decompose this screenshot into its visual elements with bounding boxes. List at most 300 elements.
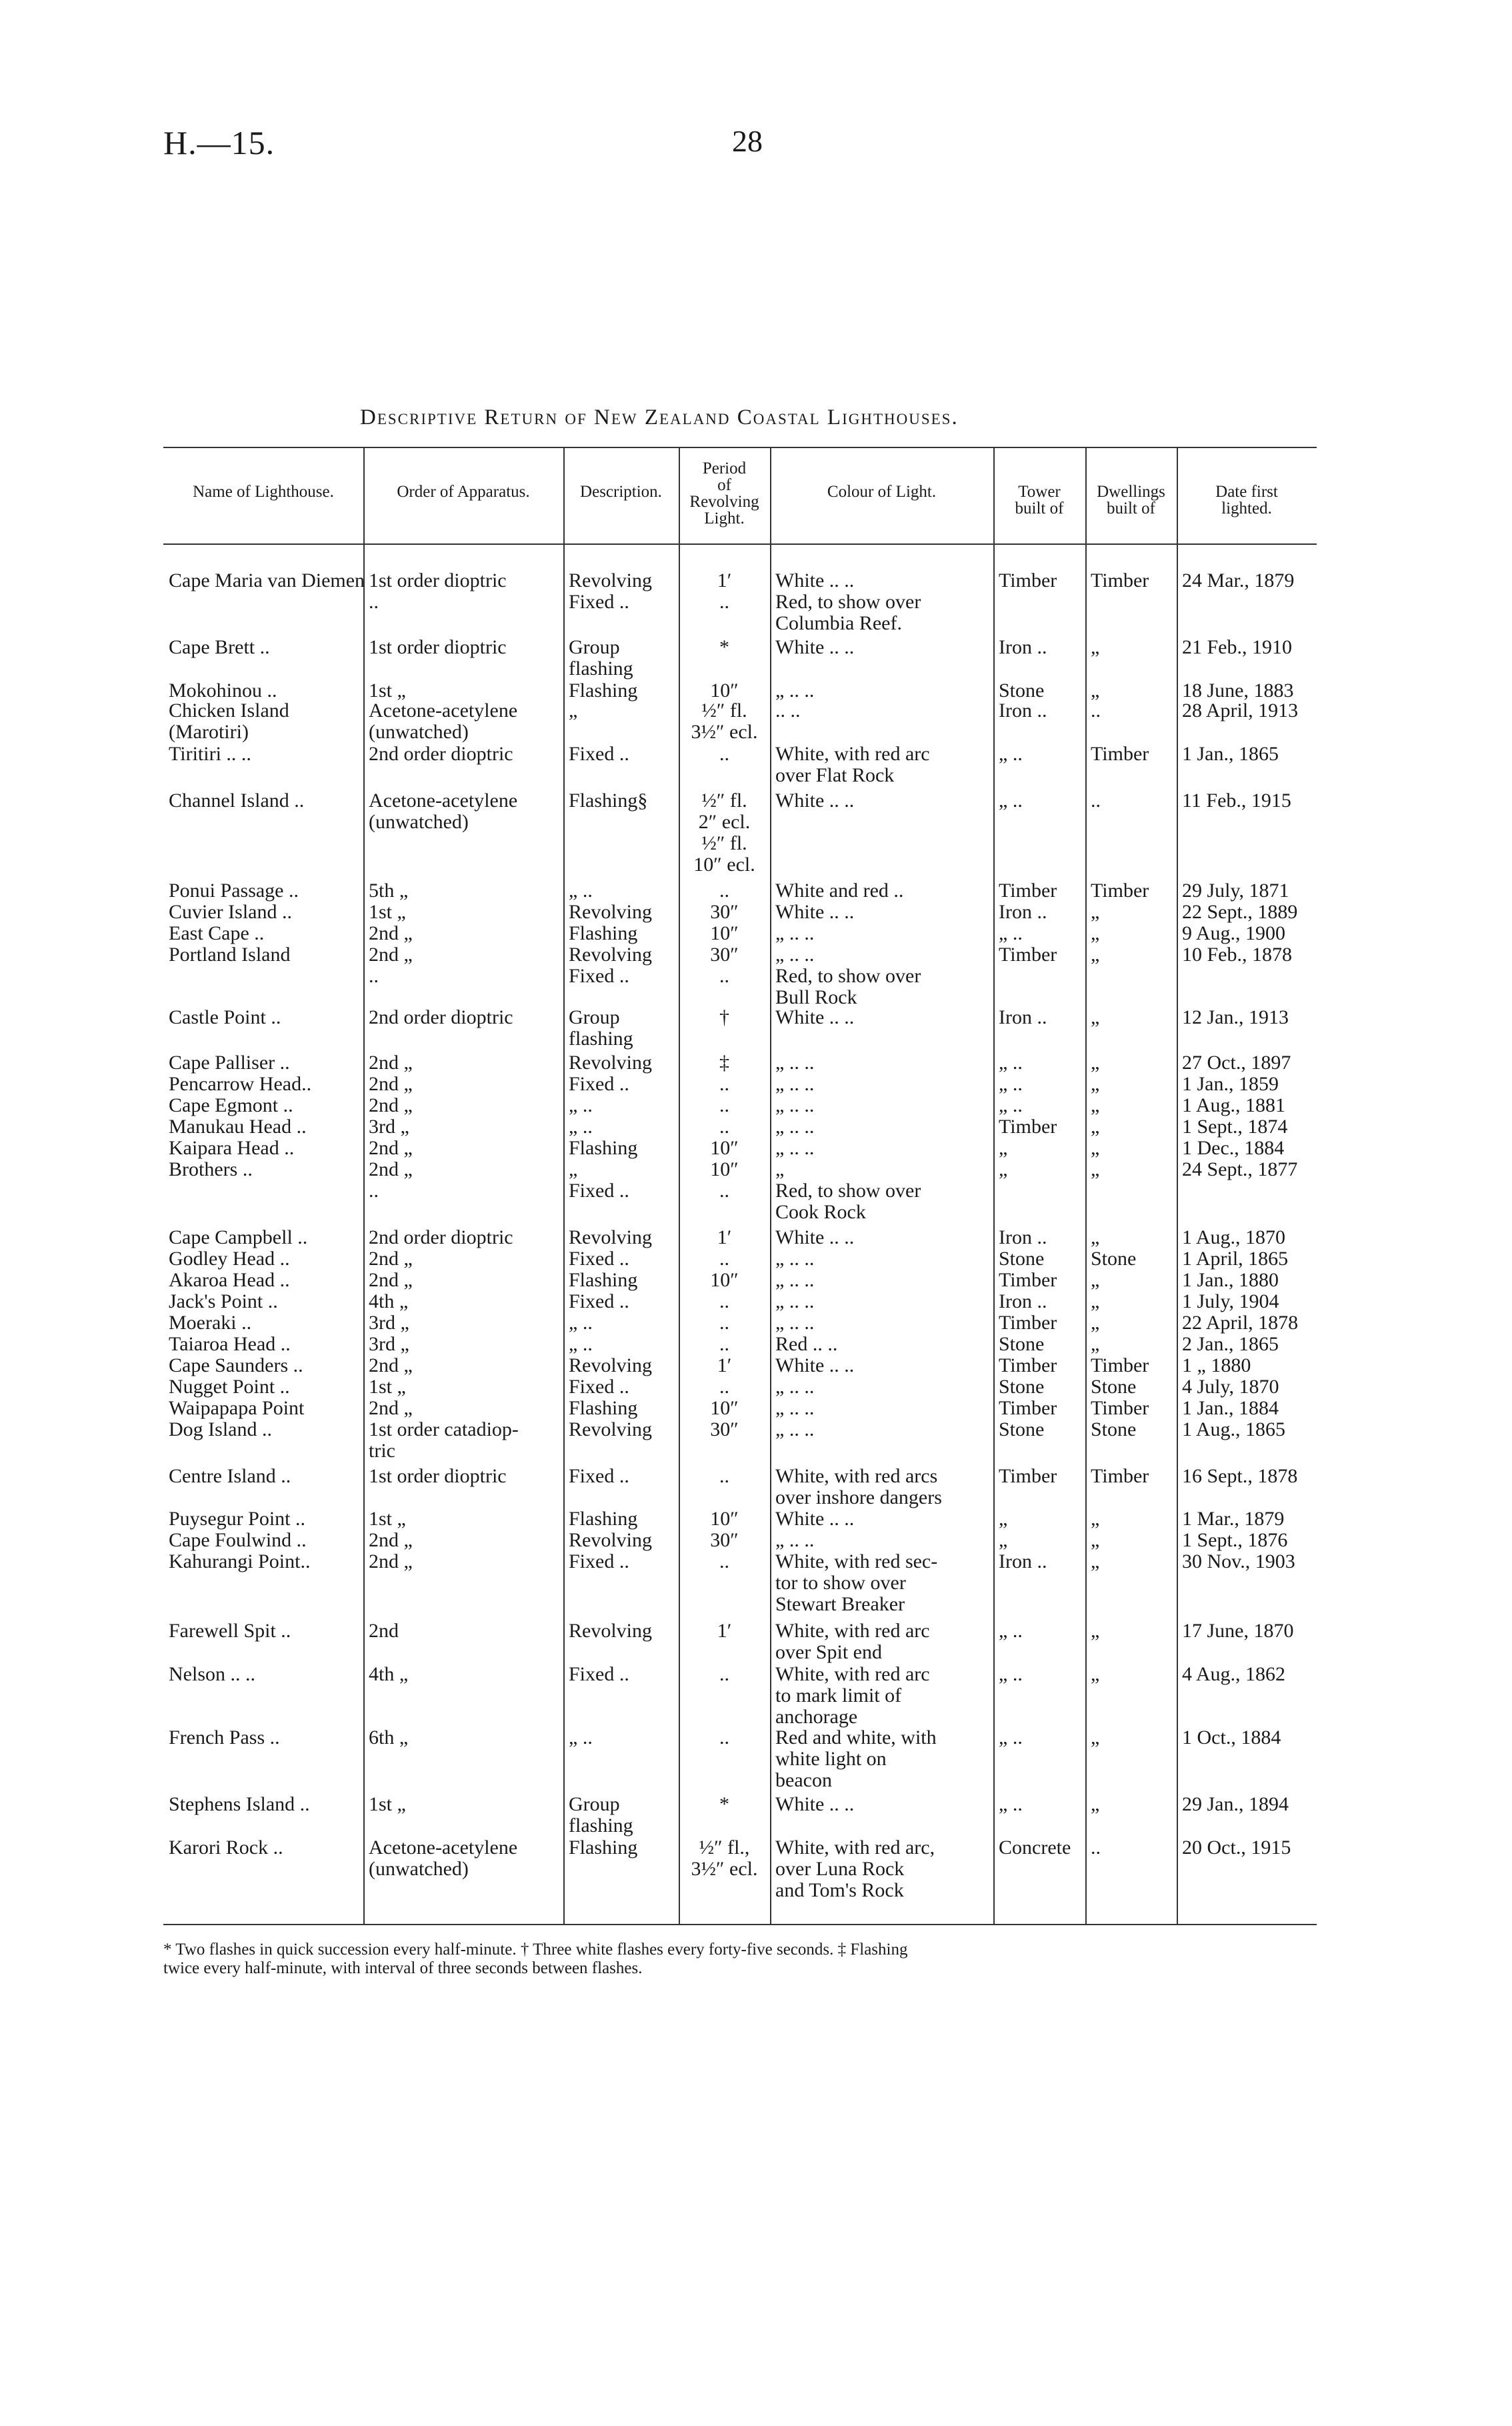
table-cell-order: 2nd „ (369, 1094, 413, 1116)
table-cell-date: 29 July, 1871 (1182, 880, 1289, 902)
table-cell-colour: „ .. .. (775, 1376, 815, 1398)
table-cell-dwell: „ (1091, 1094, 1100, 1116)
table-cell-period: .. (719, 1312, 729, 1334)
table-cell-period: 30″ (710, 901, 739, 923)
table-cell-dwell: „ (1091, 1116, 1100, 1138)
table-cell-desc: „ .. (569, 1726, 593, 1748)
table-cell-name: Cuvier Island .. (169, 901, 292, 923)
table-cell-desc: Group flashing (569, 1006, 633, 1050)
table-cell-name: Chicken Island (Marotiri) (169, 700, 289, 743)
table-cell-date: 30 Nov., 1903 (1182, 1550, 1295, 1572)
table-cell-name: Stephens Island .. (169, 1793, 310, 1815)
table-cell-colour: White .. .. (775, 901, 855, 923)
table-cell-period: 30″ (710, 1529, 739, 1551)
table-cell-period: 10″ (710, 1269, 739, 1291)
table-cell-period: 10″ .. (710, 1158, 739, 1202)
table-cell-tower: „ .. (999, 1620, 1023, 1642)
table-cell-tower: Timber (999, 944, 1057, 966)
table-cell-date: 27 Oct., 1897 (1182, 1052, 1291, 1074)
table-cell-order: 2nd „ (369, 1137, 413, 1159)
table-cell-tower: „ .. (999, 743, 1023, 765)
table-cell-name: Waipapapa Point (169, 1397, 305, 1419)
table-cell-name: Kahurangi Point.. (169, 1550, 311, 1572)
table-cell-name: Centre Island .. (169, 1465, 291, 1487)
table-cell-order: 2nd „ (369, 1269, 413, 1291)
table-cell-order: 2nd „ (369, 1397, 413, 1419)
table-cell-desc: Revolving Fixed .. (569, 569, 652, 613)
table-cell-date: 1 Aug., 1881 (1182, 1094, 1286, 1116)
table-cell-colour: White .. .. (775, 1793, 855, 1815)
table-cell-order: 6th „ (369, 1726, 409, 1748)
table-cell-dwell: „ (1091, 1508, 1100, 1530)
table-cell-name: Channel Island .. (169, 790, 305, 812)
table-cell-period: † (719, 1006, 729, 1028)
table-cell-colour: „ .. .. (775, 1290, 815, 1312)
table-cell-period: 10″ (710, 680, 739, 702)
table-cell-date: 1 Dec., 1884 (1182, 1137, 1285, 1159)
table-cell-tower: Iron .. (999, 636, 1047, 658)
column-header: Colour of Light. (827, 483, 937, 501)
table-cell-desc: „ (569, 700, 578, 722)
table-cell-colour: White and red .. (775, 880, 904, 902)
table-cell-colour: „ .. .. (775, 1397, 815, 1419)
column-header: Name of Lighthouse. (193, 483, 334, 501)
table-cell-dwell: „ (1091, 1158, 1100, 1180)
table-cell-dwell: Stone (1091, 1418, 1137, 1440)
table-cell-order: 1st „ (369, 1508, 406, 1530)
table-cell-desc: Revolving (569, 1354, 652, 1376)
table-cell-tower: Timber (999, 1397, 1057, 1419)
table-cell-period: .. (719, 1376, 729, 1398)
column-rule (770, 447, 771, 1924)
table-cell-order: Acetone-acetylene (unwatched) (369, 1837, 518, 1880)
table-cell-desc: Revolving (569, 1052, 652, 1074)
table-cell-name: Nugget Point .. (169, 1376, 290, 1398)
table-cell-colour: „ .. .. (775, 922, 815, 944)
table-cell-desc: Revolving (569, 901, 652, 923)
table-cell-desc: Revolving (569, 1226, 652, 1248)
table-cell-period: .. (719, 1663, 729, 1685)
table-cell-tower: „ .. (999, 922, 1023, 944)
table-cell-period: 1′ (717, 1226, 732, 1248)
table-cell-colour: „ .. .. (775, 1137, 815, 1159)
table-cell-order: 4th „ (369, 1663, 409, 1685)
table-cell-period: 10″ (710, 1397, 739, 1419)
table-cell-dwell: „ (1091, 901, 1100, 923)
table-cell-dwell: .. (1091, 1837, 1101, 1859)
table-cell-name: Karori Rock .. (169, 1837, 283, 1859)
table-cell-name: Ponui Passage .. (169, 880, 299, 902)
table-cell-order: 3rd „ (369, 1116, 409, 1138)
table-cell-date: 24 Sept., 1877 (1182, 1158, 1298, 1180)
table-cell-tower: Iron .. (999, 1290, 1047, 1312)
table-cell-desc: „ .. (569, 1312, 593, 1334)
table-cell-date: 24 Mar., 1879 (1182, 569, 1295, 591)
table-cell-date: 21 Feb., 1910 (1182, 636, 1292, 658)
table-cell-date: 1 April, 1865 (1182, 1248, 1289, 1270)
table-cell-desc: „ .. (569, 1094, 593, 1116)
table-cell-tower: „ (999, 1137, 1008, 1159)
table-cell-dwell: „ (1091, 1793, 1100, 1815)
table-cell-colour: White, with red arc over Spit end (775, 1620, 930, 1663)
table-cell-order: 1st order dioptric (369, 636, 507, 658)
table-cell-desc: „ .. (569, 1116, 593, 1138)
table-cell-date: 16 Sept., 1878 (1182, 1465, 1298, 1487)
table-cell-name: Brothers .. (169, 1158, 253, 1180)
column-rule (1177, 447, 1178, 1924)
table-cell-tower: Iron .. (999, 901, 1047, 923)
table-cell-colour: „ .. .. (775, 1269, 815, 1291)
table-cell-period: .. (719, 1116, 729, 1138)
table-cell-tower: Stone (999, 1376, 1045, 1398)
table-cell-name: Akaroa Head .. (169, 1269, 290, 1291)
table-cell-name: Cape Brett .. (169, 636, 270, 658)
table-cell-order: 2nd „ (369, 922, 413, 944)
table-cell-colour: „ .. .. (775, 680, 815, 702)
table-cell-period: .. (719, 880, 729, 902)
column-header: Tower built of (1015, 483, 1064, 517)
table-cell-name: Moeraki .. (169, 1312, 252, 1334)
table-cell-period: 30″ .. (710, 944, 739, 987)
table-cell-dwell: „ (1091, 1269, 1100, 1291)
table-cell-period: ½″ fl. 3½″ ecl. (691, 700, 758, 743)
table-cell-period: ½″ fl., 3½″ ecl. (691, 1837, 758, 1880)
table-cell-period: .. (719, 1073, 729, 1095)
table-cell-tower: „ (999, 1529, 1008, 1551)
table-cell-colour: White .. .. (775, 1226, 855, 1248)
table-cell-period: .. (719, 1726, 729, 1748)
table-cell-name: East Cape .. (169, 922, 265, 944)
table-cell-tower: „ (999, 1158, 1008, 1180)
table-cell-dwell: Timber (1091, 880, 1149, 902)
table-top-rule (163, 447, 1317, 448)
table-cell-dwell: „ (1091, 922, 1100, 944)
table-cell-date: 22 April, 1878 (1182, 1312, 1299, 1334)
column-rule (563, 447, 565, 1924)
table-title: Descriptive Return of New Zealand Coastal Lighthouses. (360, 405, 959, 429)
table-cell-date: 1 Jan., 1859 (1182, 1073, 1279, 1095)
table-cell-name: Nelson .. .. (169, 1663, 255, 1685)
table-cell-desc: Flashing§ (569, 790, 648, 812)
table-cell-name: Mokohinou .. (169, 680, 277, 702)
table-cell-name: Godley Head .. (169, 1248, 290, 1270)
table-cell-dwell: Timber (1091, 569, 1149, 591)
table-cell-colour: Red and white, with white light on beacon (775, 1726, 937, 1791)
table-cell-date: 1 Oct., 1884 (1182, 1726, 1281, 1748)
table-cell-dwell: „ (1091, 1312, 1100, 1334)
table-cell-date: 1 Jan., 1880 (1182, 1269, 1279, 1291)
table-cell-period: * (719, 1793, 729, 1815)
table-cell-colour: White .. .. (775, 636, 855, 658)
table-cell-date: 28 April, 1913 (1182, 700, 1299, 722)
table-cell-name: Cape Foulwind .. (169, 1529, 307, 1551)
table-cell-dwell: „ (1091, 1226, 1100, 1248)
table-cell-dwell: „ (1091, 1726, 1100, 1748)
table-cell-name: Pencarrow Head.. (169, 1073, 312, 1095)
column-header: Period of Revolving Light. (689, 459, 759, 527)
table-cell-colour: „ .. .. (775, 1052, 815, 1074)
table-cell-period: .. (719, 1248, 729, 1270)
table-cell-desc: Flashing (569, 1137, 638, 1159)
table-cell-desc: Flashing (569, 1508, 638, 1530)
table-cell-date: 10 Feb., 1878 (1182, 944, 1292, 966)
table-cell-desc: Revolving Fixed .. (569, 944, 652, 987)
footnote-line-2: twice every half-minute, with interval of three seconds between flashes. (163, 1959, 643, 1977)
table-cell-date: 1 July, 1904 (1182, 1290, 1279, 1312)
table-cell-order: Acetone-acetylene (unwatched) (369, 700, 518, 743)
table-cell-name: Kaipara Head .. (169, 1137, 295, 1159)
table-cell-period: 1′ .. (717, 569, 732, 613)
column-rule (993, 447, 995, 1924)
table-cell-order: 5th „ (369, 880, 409, 902)
table-cell-name: Manukau Head .. (169, 1116, 307, 1138)
table-cell-tower: Timber (999, 1465, 1057, 1487)
table-cell-date: 29 Jan., 1894 (1182, 1793, 1289, 1815)
table-cell-colour: White .. .. (775, 1006, 855, 1028)
table-cell-tower: Timber (999, 569, 1057, 591)
table-cell-name: Jack's Point .. (169, 1290, 278, 1312)
table-cell-order: 1st „ (369, 901, 406, 923)
table-cell-desc: Fixed .. (569, 1290, 629, 1312)
table-cell-dwell: .. (1091, 700, 1101, 722)
table-cell-dwell: „ (1091, 1663, 1100, 1685)
table-cell-period: 10″ (710, 1137, 739, 1159)
table-cell-period: .. (719, 743, 729, 765)
table-cell-dwell: „ (1091, 1137, 1100, 1159)
table-cell-dwell: „ (1091, 944, 1100, 966)
table-cell-date: 1 Sept., 1874 (1182, 1116, 1288, 1138)
table-cell-dwell: „ (1091, 1073, 1100, 1095)
table-cell-tower: Timber (999, 1354, 1057, 1376)
table-cell-name: Taiaroa Head .. (169, 1333, 291, 1355)
table-cell-order: 4th „ (369, 1290, 409, 1312)
table-cell-desc: Flashing (569, 1397, 638, 1419)
table-cell-order: 2nd „ .. (369, 944, 413, 987)
table-cell-desc: Fixed .. (569, 1073, 629, 1095)
table-cell-order: 2nd „ .. (369, 1158, 413, 1202)
table-cell-dwell: Timber (1091, 1354, 1149, 1376)
table-cell-colour: White .. .. (775, 790, 855, 812)
table-cell-tower: „ .. (999, 1726, 1023, 1748)
table-cell-colour: „ .. .. (775, 1248, 815, 1270)
table-cell-period: .. (719, 1550, 729, 1572)
table-cell-period: 10″ (710, 922, 739, 944)
table-cell-order: 3rd „ (369, 1333, 409, 1355)
table-cell-order: 2nd „ (369, 1248, 413, 1270)
table-cell-order: 2nd „ (369, 1354, 413, 1376)
table-cell-date: 1 Aug., 1870 (1182, 1226, 1286, 1248)
table-cell-tower: „ .. (999, 1094, 1023, 1116)
table-cell-desc: Group flashing (569, 1793, 633, 1837)
table-cell-name: Cape Campbell .. (169, 1226, 308, 1248)
table-cell-period: * (719, 636, 729, 658)
table-cell-colour: White .. .. (775, 1354, 855, 1376)
table-cell-tower: Timber (999, 1312, 1057, 1334)
table-cell-dwell: „ (1091, 636, 1100, 658)
table-bottom-rule (163, 1924, 1317, 1925)
table-cell-dwell: Timber (1091, 1397, 1149, 1419)
table-cell-order: 3rd „ (369, 1312, 409, 1334)
table-cell-desc: Revolving (569, 1620, 652, 1642)
table-cell-tower: Stone (999, 1418, 1045, 1440)
table-cell-colour: „ .. .. Red, to show over Bull Rock (775, 944, 921, 1008)
table-cell-order: 2nd „ (369, 1073, 413, 1095)
table-cell-name: Dog Island .. (169, 1418, 272, 1440)
table-cell-date: 1 „ 1880 (1182, 1354, 1251, 1376)
table-cell-dwell: Stone (1091, 1248, 1137, 1270)
page-code: H.—15. (163, 124, 275, 161)
table-cell-colour: „ .. .. (775, 1094, 815, 1116)
table-cell-tower: Iron .. (999, 1550, 1047, 1572)
column-rule (679, 447, 680, 1924)
table-cell-desc: Fixed .. (569, 1376, 629, 1398)
table-cell-order: 1st order dioptric (369, 1465, 507, 1487)
table-cell-tower: „ (999, 1508, 1008, 1530)
table-cell-period: 10″ (710, 1508, 739, 1530)
table-cell-dwell: .. (1091, 790, 1101, 812)
table-cell-name: Farewell Spit .. (169, 1620, 291, 1642)
header-rule (163, 543, 1317, 545)
table-cell-dwell: Stone (1091, 1376, 1137, 1398)
table-cell-colour: White, with red arc, over Luna Rock and Tom's Rock (775, 1837, 935, 1901)
table-cell-order: 2nd „ (369, 1550, 413, 1572)
table-cell-tower: Concrete (999, 1837, 1071, 1859)
column-rule (1085, 447, 1087, 1924)
table-cell-dwell: „ (1091, 1620, 1100, 1642)
table-cell-order: 1st „ (369, 1793, 406, 1815)
table-cell-date: 20 Oct., 1915 (1182, 1837, 1291, 1859)
table-cell-desc: „ .. (569, 880, 593, 902)
table-cell-name: Tiritiri .. .. (169, 743, 251, 765)
table-cell-order: 2nd „ (369, 1052, 413, 1074)
table-cell-name: Cape Saunders .. (169, 1354, 303, 1376)
table-cell-colour: White .. .. Red, to show over Columbia Reef. (775, 569, 921, 634)
column-rule (363, 447, 365, 1924)
table-cell-order: 1st order dioptric .. (369, 569, 507, 613)
table-cell-colour: White, with red sec- tor to show over Stewart Breaker (775, 1550, 938, 1615)
table-cell-order: 1st „ (369, 1376, 406, 1398)
table-cell-date: 22 Sept., 1889 (1182, 901, 1298, 923)
table-cell-colour: White .. .. (775, 1508, 855, 1530)
table-cell-desc: Flashing (569, 1269, 638, 1291)
table-cell-tower: Timber (999, 880, 1057, 902)
footnote-line-1: * Two flashes in quick succession every half-minute. † Three white flashes every forty-five seconds. ‡ Flashing (163, 1941, 908, 1959)
table-cell-colour: Red .. .. (775, 1333, 838, 1355)
table-cell-name: Cape Egmont .. (169, 1094, 293, 1116)
table-cell-dwell: „ (1091, 1550, 1100, 1572)
table-cell-dwell: „ (1091, 1529, 1100, 1551)
table-cell-colour: „ .. .. (775, 1418, 815, 1440)
table-cell-period: .. (719, 1094, 729, 1116)
table-cell-desc: Revolving (569, 1418, 652, 1440)
table-cell-order: 2nd order dioptric (369, 743, 513, 765)
table-cell-desc: Fixed .. (569, 1550, 629, 1572)
table-cell-period: ½″ fl. 2″ ecl. ½″ fl. 10″ ecl. (693, 790, 755, 876)
table-cell-tower: Iron .. (999, 1226, 1047, 1248)
column-header: Dwellings built of (1097, 483, 1165, 517)
table-cell-dwell: „ (1091, 1052, 1100, 1074)
table-cell-colour: White, with red arc over Flat Rock (775, 743, 930, 786)
table-cell-desc: Fixed .. (569, 1248, 629, 1270)
table-cell-dwell: „ (1091, 1290, 1100, 1312)
table-cell-date: 9 Aug., 1900 (1182, 922, 1286, 944)
table-cell-dwell: „ (1091, 680, 1100, 702)
table-cell-tower: „ .. (999, 790, 1023, 812)
table-cell-period: .. (719, 1465, 729, 1487)
table-cell-name: Cape Maria van Diemen (169, 569, 365, 591)
table-cell-tower: „ .. (999, 1663, 1023, 1685)
table-cell-desc: Group flashing (569, 636, 633, 680)
page-number: 28 (732, 124, 763, 158)
table-cell-tower: Stone (999, 1248, 1045, 1270)
table-cell-order: 2nd „ (369, 1529, 413, 1551)
table-cell-dwell: „ (1091, 1006, 1100, 1028)
table-cell-period: 30″ (710, 1418, 739, 1440)
table-cell-tower: „ .. (999, 1793, 1023, 1815)
table-cell-date: 1 Aug., 1865 (1182, 1418, 1286, 1440)
table-cell-dwell: „ (1091, 1333, 1100, 1355)
table-cell-date: 18 June, 1883 (1182, 680, 1294, 702)
table-cell-colour: „ .. .. (775, 1312, 815, 1334)
table-cell-colour: „ .. .. (775, 1529, 815, 1551)
table-cell-date: 11 Feb., 1915 (1182, 790, 1291, 812)
table-cell-colour: „ .. .. (775, 1073, 815, 1095)
table-cell-order: 2nd order dioptric (369, 1006, 513, 1028)
table-cell-colour: .. .. (775, 700, 801, 722)
table-cell-desc: Flashing (569, 680, 638, 702)
table-cell-order: 2nd order dioptric (369, 1226, 513, 1248)
table-cell-period: 1′ (717, 1620, 732, 1642)
table-cell-date: 17 June, 1870 (1182, 1620, 1294, 1642)
table-cell-tower: Stone (999, 680, 1045, 702)
table-cell-desc: Revolving (569, 1529, 652, 1551)
table-cell-colour: White, with red arcs over inshore dangers (775, 1465, 942, 1508)
table-cell-order: Acetone-acetylene (unwatched) (369, 790, 518, 833)
table-cell-tower: Timber (999, 1116, 1057, 1138)
table-cell-name: Castle Point .. (169, 1006, 281, 1028)
table-cell-desc: „ Fixed .. (569, 1158, 629, 1202)
table-cell-desc: Fixed .. (569, 743, 629, 765)
column-header: Date first lighted. (1215, 483, 1278, 517)
table-cell-desc: Fixed .. (569, 1465, 629, 1487)
table-cell-dwell: Timber (1091, 743, 1149, 765)
table-cell-colour: „ .. .. (775, 1116, 815, 1138)
table-cell-desc: Flashing (569, 1837, 638, 1859)
table-cell-period: .. (719, 1333, 729, 1355)
table-cell-date: 2 Jan., 1865 (1182, 1333, 1279, 1355)
table-cell-tower: „ .. (999, 1073, 1023, 1095)
table-cell-date: 4 Aug., 1862 (1182, 1663, 1286, 1685)
table-cell-name: French Pass .. (169, 1726, 280, 1748)
table-cell-tower: Timber (999, 1269, 1057, 1291)
column-header: Description. (580, 483, 662, 501)
table-cell-date: 1 Jan., 1865 (1182, 743, 1279, 765)
table-cell-date: 4 July, 1870 (1182, 1376, 1279, 1398)
table-cell-desc: „ .. (569, 1333, 593, 1355)
table-cell-name: Puysegur Point .. (169, 1508, 306, 1530)
table-cell-date: 1 Jan., 1884 (1182, 1397, 1279, 1419)
table-cell-name: Portland Island (169, 944, 291, 966)
table-cell-period: 1′ (717, 1354, 732, 1376)
table-cell-tower: „ .. (999, 1052, 1023, 1074)
table-cell-colour: „ Red, to show over Cook Rock (775, 1158, 921, 1223)
table-cell-tower: Iron .. (999, 1006, 1047, 1028)
table-cell-desc: Flashing (569, 922, 638, 944)
table-cell-tower: Iron .. (999, 700, 1047, 722)
table-cell-colour: White, with red arc to mark limit of anchorage (775, 1663, 930, 1728)
table-cell-period: ‡ (719, 1052, 729, 1074)
table-cell-date: 1 Sept., 1876 (1182, 1529, 1288, 1551)
